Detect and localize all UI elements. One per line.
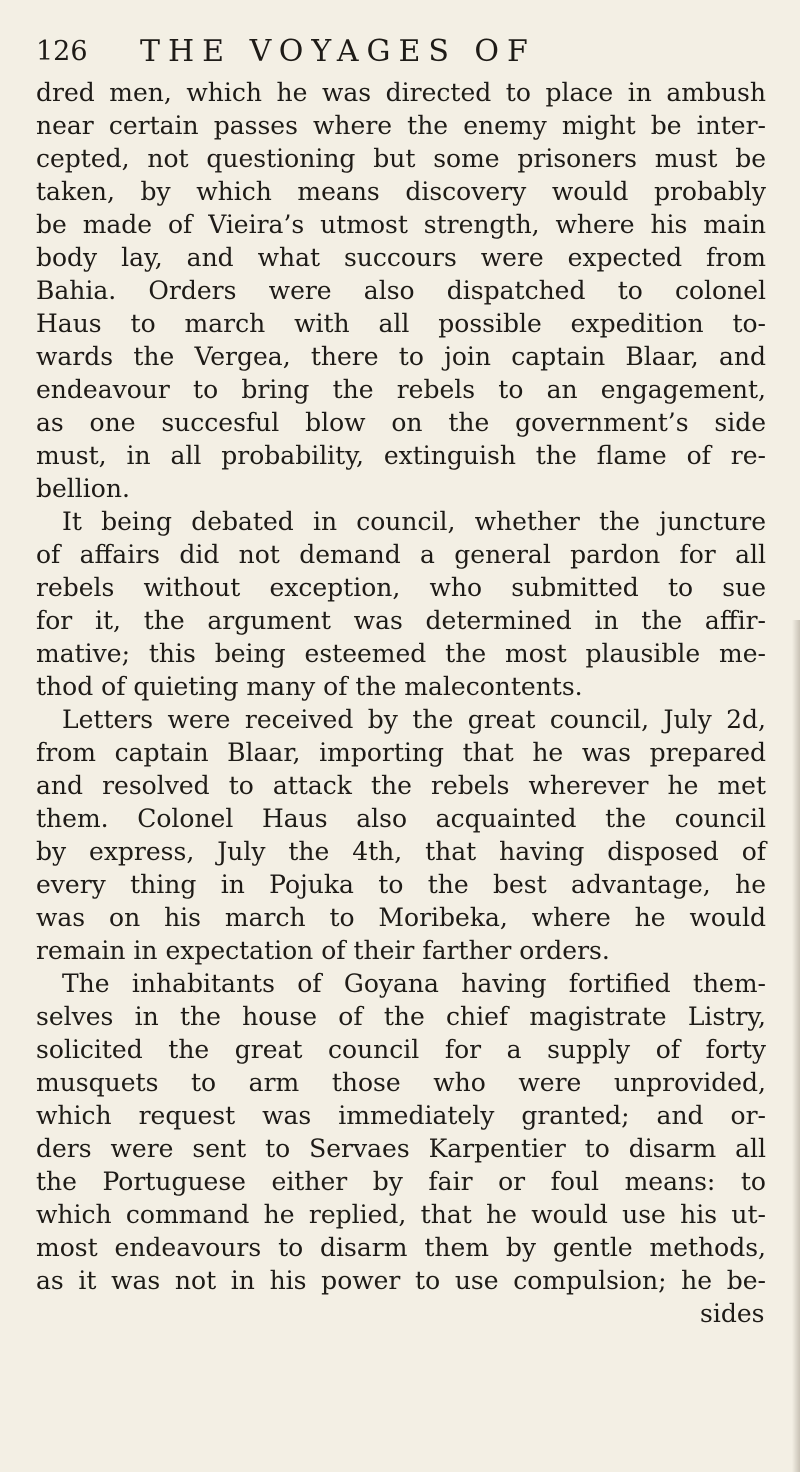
text-line: bellion. xyxy=(36,474,130,503)
paragraph-start-line: The inhabitants of Goyana having fortified them- xyxy=(62,969,766,998)
text-line: of affairs did not demand a general pardon for all xyxy=(36,540,766,569)
text-line: near certain passes where the enemy might be inter- xyxy=(36,111,766,140)
text-line: as one succesful blow on the government’s side xyxy=(36,408,766,437)
text-line: and resolved to attack the rebels wherever he met xyxy=(36,771,766,800)
paragraph-start-line: Letters were received by the great council, July 2d, xyxy=(62,705,766,734)
text-line: solicited the great council for a supply of forty xyxy=(36,1035,766,1064)
text-line: by express, July the 4th, that having disposed of xyxy=(36,837,766,866)
text-line: which request was immediately granted; and or- xyxy=(36,1101,766,1130)
text-line: body lay, and what succours were expected from xyxy=(36,243,766,272)
text-line: as it was not in his power to use compulsion; he be- xyxy=(36,1266,766,1295)
text-line: ders were sent to Servaes Karpentier to disarm all xyxy=(36,1134,766,1163)
text-line: mative; this being esteemed the most plausible me- xyxy=(36,639,766,668)
catchword: sides xyxy=(700,1299,765,1328)
text-line: wards the Vergea, there to join captain Blaar, and xyxy=(36,342,766,371)
text-line: selves in the house of the chief magistrate Listry, xyxy=(36,1002,766,1031)
text-line: be made of Vieira’s utmost strength, where his main xyxy=(36,210,766,239)
page-edge-shadow xyxy=(792,620,800,1472)
text-line: musquets to arm those who were unprovided, xyxy=(36,1068,766,1097)
text-line: the Portuguese either by fair or foul means: to xyxy=(36,1167,766,1196)
text-line: every thing in Pojuka to the best advantage, he xyxy=(36,870,766,899)
text-line: endeavour to bring the rebels to an engagement, xyxy=(36,375,766,404)
text-line: must, in all probability, extinguish the flame of re- xyxy=(36,441,766,470)
text-line: dred men, which he was directed to place in ambush xyxy=(36,78,766,107)
running-head: THE VOYAGES OF xyxy=(140,34,536,69)
text-line: them. Colonel Haus also acquainted the council xyxy=(36,804,766,833)
text-line: was on his march to Moribeka, where he would xyxy=(36,903,766,932)
page-header xyxy=(36,30,776,70)
text-line: for it, the argument was determined in the affir- xyxy=(36,606,766,635)
text-line: which command he replied, that he would use his ut- xyxy=(36,1200,766,1229)
text-line: cepted, not questioning but some prisoners must be xyxy=(36,144,766,173)
text-line: thod of quieting many of the malecontents. xyxy=(36,672,583,701)
text-line: most endeavours to disarm them by gentle methods, xyxy=(36,1233,766,1262)
text-line: Bahia. Orders were also dispatched to colonel xyxy=(36,276,766,305)
text-line: Haus to march with all possible expedition to- xyxy=(36,309,766,338)
text-line: taken, by which means discovery would probably xyxy=(36,177,766,206)
text-line: rebels without exception, who submitted to sue xyxy=(36,573,766,602)
text-line: from captain Blaar, importing that he was prepared xyxy=(36,738,766,767)
page-number: 126 xyxy=(36,36,88,67)
text-line: remain in expectation of their farther orders. xyxy=(36,936,610,965)
paragraph-start-line: It being debated in council, whether the juncture xyxy=(62,507,766,536)
